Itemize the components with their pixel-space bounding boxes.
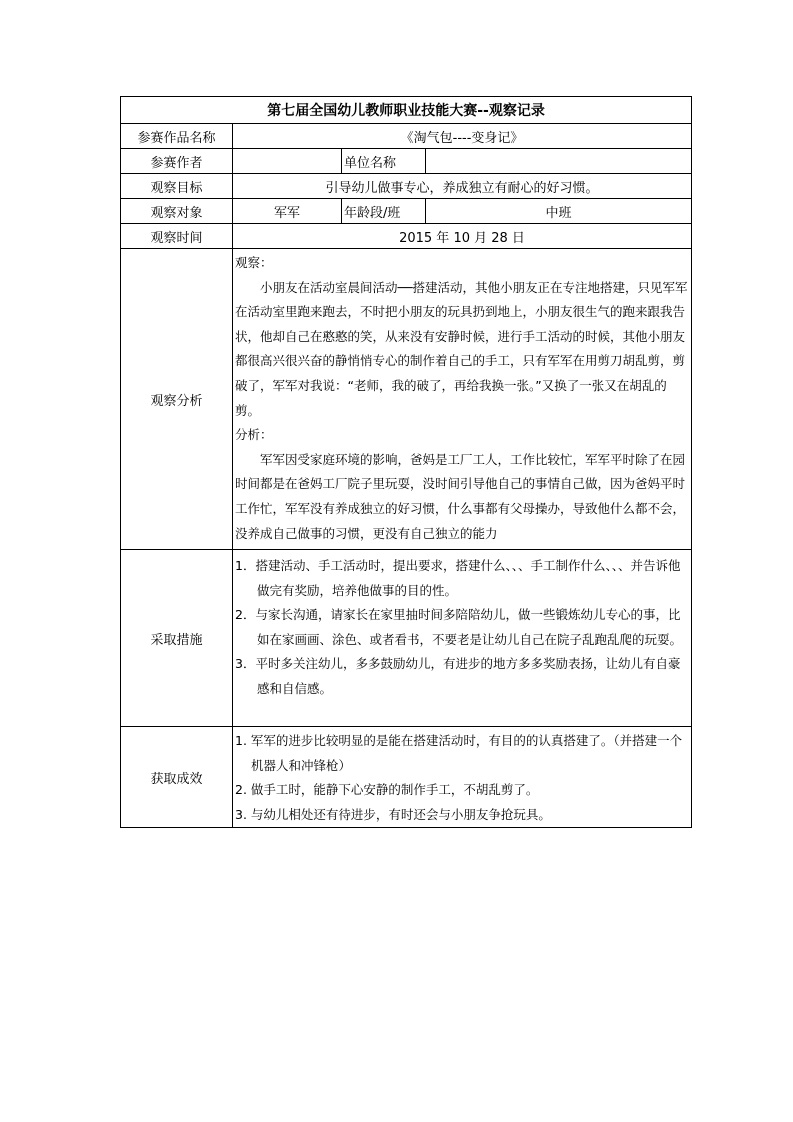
page-title: 第七届全国幼儿教师职业技能大赛--观察记录 <box>121 97 692 124</box>
time-value: 2015 年 10 月 28 日 <box>233 224 692 249</box>
goal-label: 观察目标 <box>121 174 233 199</box>
measures-label: 采取措施 <box>121 550 233 727</box>
observation-text: 小朋友在活动室晨间活动──搭建活动，其他小朋友正在专注地搭建，只见军军在活动室里跑来跑去，不时把小朋友的玩具扔到地上，小朋友很生气的跑来跟我告状，他却自己在憨憨的笑，从来没有安静时候，进行手工活动的时候，其他小朋友都很高兴很兴奋的静悄悄专心的制作着自己的手工，只有军军在用剪刀胡乱剪，剪破了，军军对我说：“老师，我的破了，再给我换一张。”又换了一张又在胡乱的剪。 <box>235 279 688 418</box>
author-label: 参赛作者 <box>121 149 233 174</box>
measure-item: 1．搭建活动、手工活动时，提出要求，搭建什么、、、手工制作什么、、、并告诉他做完有奖励，培养他做事的目的性。 <box>235 558 681 598</box>
subject-label: 观察对象 <box>121 199 233 224</box>
analysis-heading: 分析： <box>235 427 273 443</box>
subject-value: 军军 <box>233 199 342 224</box>
work-name-value: 《淘气包----变身记》 <box>233 124 692 149</box>
results-content <box>233 727 692 828</box>
result-item: 1. 军军的进步比较明显的是能在搭建活动时，有目的的认真搭建了。（并搭建一个机器人和冲锋枪） <box>235 733 683 773</box>
analysis-text: 军军因受家庭环境的影响，爸妈是工厂工人，工作比较忙，军军平时除了在园时间都是在爸妈工厂院子里玩耍，没时间引导他自己的事情自己做，因为爸妈平时工作忙，军军没有养成独立的好习惯，什么事都有父母操办，导致他什么都不会，没养成自己做事的习惯，更没有自己独立的能力 <box>235 451 686 541</box>
measure-item: 3．平时多关注幼儿，多多鼓励幼儿，有进步的地方多多奖励表扬，让幼儿有自豪感和自信感。 <box>235 656 681 696</box>
analysis-label: 观察分析 <box>121 249 233 550</box>
author-value <box>233 149 342 174</box>
analysis-content <box>233 249 692 550</box>
age-value: 中班 <box>426 199 692 224</box>
results-label: 获取成效 <box>121 727 233 828</box>
unit-label: 单位名称 <box>342 149 426 174</box>
result-item: 2. 做手工时，能静下心安静的制作手工，不胡乱剪了。 <box>235 782 539 797</box>
measures-content <box>233 550 692 727</box>
measure-item: 2．与家长沟通，请家长在家里抽时间多陪陪幼儿，做一些锻炼幼儿专心的事，比如在家画画、涂色、或者看书，不要老是让幼儿自己在院子乱跑乱爬的玩耍。 <box>235 607 683 647</box>
goal-value: 引导幼儿做事专心，养成独立有耐心的好习惯。 <box>233 174 692 199</box>
time-label: 观察时间 <box>121 224 233 249</box>
observation-record-table <box>120 96 691 828</box>
age-label: 年龄段/班 <box>342 199 426 224</box>
work-name-label: 参赛作品名称 <box>121 124 233 149</box>
unit-value <box>426 149 692 174</box>
result-item: 3. 与幼儿相处还有待进步，有时还会与小朋友争抢玩具。 <box>235 806 551 822</box>
observation-heading: 观察： <box>235 255 273 270</box>
